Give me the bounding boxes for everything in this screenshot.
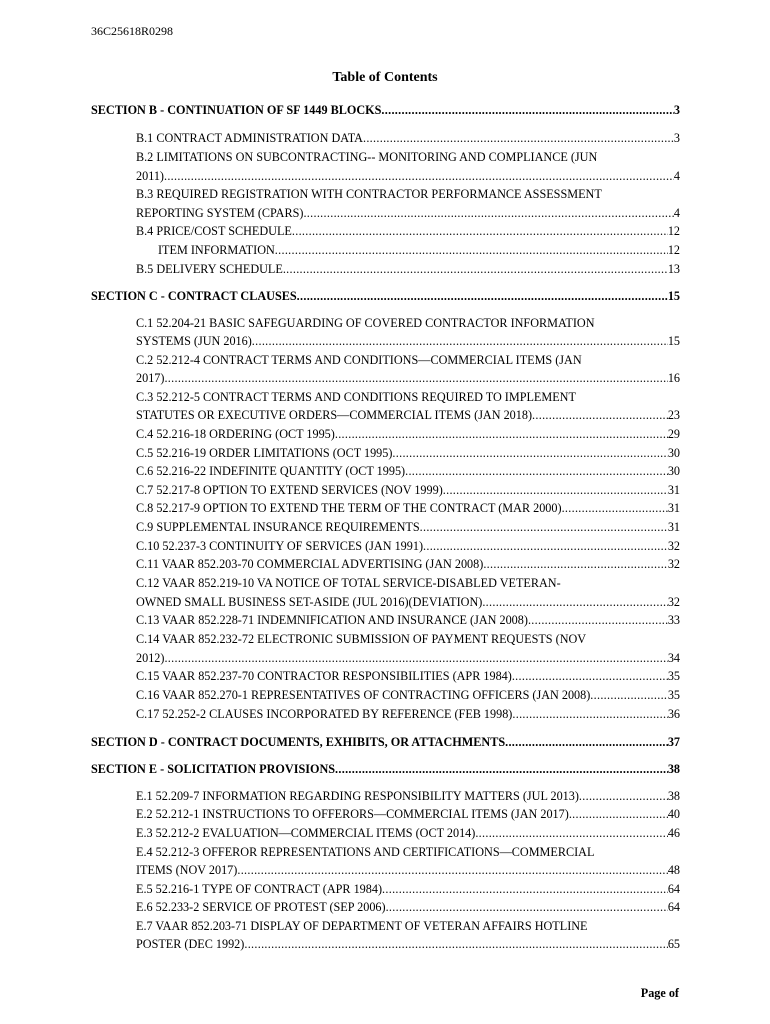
- toc-entry-text: C.15 VAAR 852.237-70 CONTRACTOR RESPONSIBILITIES (APR 1984): [136, 669, 512, 683]
- page-footer: Page of: [640, 986, 679, 1000]
- toc-entry: [136, 669, 680, 684]
- dot-leader: [164, 169, 674, 184]
- toc-page-number: 12: [667, 224, 680, 238]
- toc-page-number: 38: [667, 789, 680, 803]
- dot-leader: [335, 762, 668, 777]
- toc-entry: [136, 371, 680, 386]
- toc-entry-text: C.5 52.216-19 ORDER LIMITATIONS (OCT 1995): [136, 446, 393, 460]
- dot-leader: [386, 900, 668, 915]
- toc-page-number: 32: [667, 595, 680, 609]
- toc-entry-text: POSTER (DEC 1992): [136, 937, 245, 951]
- dot-leader: [532, 408, 668, 423]
- dot-leader: [475, 826, 667, 841]
- toc-page-number: 35: [667, 669, 680, 683]
- toc-page-number: 13: [667, 262, 680, 276]
- toc-entry-text: C.7 52.217-8 OPTION TO EXTEND SERVICES (NOV 1999): [136, 483, 443, 497]
- dot-leader: [244, 937, 667, 952]
- toc-entry: [136, 464, 680, 479]
- dot-leader: [297, 289, 668, 304]
- toc-page-number: 36: [667, 707, 680, 721]
- toc-page-number: 29: [667, 427, 680, 441]
- dot-leader: [512, 669, 668, 684]
- toc-entry: [136, 353, 582, 368]
- toc-page-number: 31: [667, 520, 680, 534]
- toc-entry: [136, 613, 680, 628]
- toc-entry-text: OWNED SMALL BUSINESS SET-ASIDE (JUL 2016)(DEVIATION): [136, 595, 483, 609]
- dot-leader: [283, 262, 668, 277]
- toc-entry-text: SECTION D - CONTRACT DOCUMENTS, EXHIBITS, OR ATTACHMENTS: [91, 735, 506, 749]
- toc-entry: [136, 262, 680, 277]
- dot-leader: [252, 334, 668, 349]
- toc-page-number: 31: [667, 501, 680, 515]
- toc-page-number: 48: [667, 863, 680, 877]
- toc-entry-text: C.17 52.252-2 CLAUSES INCORPORATED BY REFERENCE (FEB 1998): [136, 707, 513, 721]
- toc-entry-text: 2011): [136, 169, 164, 183]
- toc-entry: [136, 408, 680, 423]
- toc-page-number: 64: [667, 900, 680, 914]
- toc-entry: [136, 789, 680, 804]
- toc-page-number: 12: [667, 243, 680, 257]
- dot-leader: [335, 427, 668, 442]
- dot-leader: [381, 103, 674, 118]
- dot-leader: [562, 501, 668, 516]
- page-title: Table of Contents: [332, 70, 438, 85]
- dot-leader: [164, 371, 667, 386]
- toc-entry: [136, 863, 680, 878]
- toc-page-number: 4: [673, 169, 680, 183]
- toc-entry-text: E.3 52.212-2 EVALUATION—COMMERCIAL ITEMS (OCT 2014): [136, 826, 476, 840]
- toc-entry-text: SECTION E - SOLICITATION PROVISIONS: [91, 762, 336, 776]
- toc-entry: [136, 483, 680, 498]
- toc-entry: [136, 390, 576, 405]
- toc-entry-text: E.1 52.209-7 INFORMATION REGARDING RESPONSIBILITY MATTERS (JUL 2013): [136, 789, 579, 803]
- toc-entry: [136, 595, 680, 610]
- dot-leader: [363, 131, 674, 146]
- toc-entry-text: B.5 DELIVERY SCHEDULE: [136, 262, 283, 276]
- toc-entry: [136, 845, 594, 860]
- toc-page-number: 35: [667, 688, 680, 702]
- toc-page-number: 37: [667, 735, 680, 749]
- dot-leader: [590, 688, 668, 703]
- toc-entry: [136, 131, 680, 146]
- toc-entry-text: B.4 PRICE/COST SCHEDULE: [136, 224, 292, 238]
- dot-leader: [512, 707, 667, 722]
- toc-page-number: 64: [667, 882, 680, 896]
- dot-leader: [482, 595, 668, 610]
- toc-page-number: 3: [673, 103, 680, 117]
- toc-entry-text: C.6 52.216-22 INDEFINITE QUANTITY (OCT 1995): [136, 464, 406, 478]
- toc-page-number: 4: [673, 206, 680, 220]
- dot-leader: [237, 863, 667, 878]
- toc-entry: [136, 520, 680, 535]
- toc-page-number: 30: [667, 446, 680, 460]
- dot-leader: [275, 243, 668, 258]
- toc-section-heading: [91, 289, 680, 304]
- dot-leader: [405, 464, 668, 479]
- toc-entry-text: E.5 52.216-1 TYPE OF CONTRACT (APR 1984): [136, 882, 383, 896]
- toc-entry: [136, 224, 680, 239]
- toc-entry-text: B.1 CONTRACT ADMINISTRATION DATA: [136, 131, 363, 145]
- toc-page-number: 40: [667, 807, 680, 821]
- toc-entry-text: E.7 VAAR 852.203-71 DISPLAY OF DEPARTMENT OF VETERAN AFFAIRS HOTLINE: [136, 919, 588, 933]
- dot-leader: [382, 882, 668, 897]
- dot-leader: [392, 446, 667, 461]
- toc-entry-text: SECTION B - CONTINUATION OF SF 1449 BLOCKS: [91, 103, 382, 117]
- toc-entry: [136, 937, 680, 952]
- toc-entry: [136, 150, 597, 165]
- toc-page-number: 3: [673, 131, 680, 145]
- toc-entry: [136, 501, 680, 516]
- toc-entry: [136, 576, 561, 591]
- toc-page-number: 65: [667, 937, 680, 951]
- toc-entry: [136, 807, 680, 822]
- toc-entry: [136, 206, 680, 221]
- toc-entry: [136, 919, 588, 934]
- toc-entry: [136, 688, 680, 703]
- toc-section-heading: [91, 103, 680, 118]
- toc-entry: [136, 169, 680, 184]
- toc-entry: [136, 882, 680, 897]
- toc-entry-text: C.4 52.216-18 ORDERING (OCT 1995): [136, 427, 335, 441]
- toc-page-number: 16: [667, 371, 680, 385]
- toc-entry: [136, 334, 680, 349]
- toc-entry-text: REPORTING SYSTEM (CPARS): [136, 206, 304, 220]
- toc-entry: [136, 632, 586, 647]
- dot-leader: [528, 613, 668, 628]
- toc-entry-text: ITEM INFORMATION: [158, 243, 275, 257]
- toc-section-heading: [91, 735, 680, 750]
- toc-entry: [136, 651, 680, 666]
- toc-entry-text: C.16 VAAR 852.270-1 REPRESENTATIVES OF CONTRACTING OFFICERS (JAN 2008): [136, 688, 591, 702]
- dot-leader: [420, 520, 668, 535]
- dot-leader: [505, 735, 668, 750]
- toc-page-number: 32: [667, 539, 680, 553]
- toc-entry: [158, 243, 680, 258]
- toc-entry-text: E.4 52.212-3 OFFEROR REPRESENTATIONS AND CERTIFICATIONS—COMMERCIAL: [136, 845, 595, 859]
- toc-entry-text: C.10 52.237-3 CONTINUITY OF SERVICES (JAN 1991): [136, 539, 424, 553]
- dot-leader: [483, 557, 668, 572]
- toc-entry-text: C.14 VAAR 852.232-72 ELECTRONIC SUBMISSION OF PAYMENT REQUESTS (NOV: [136, 632, 587, 646]
- toc-entry: [136, 539, 680, 554]
- toc-entry: [136, 427, 680, 442]
- toc-entry-text: C.11 VAAR 852.203-70 COMMERCIAL ADVERTISING (JAN 2008): [136, 557, 484, 571]
- dot-leader: [579, 789, 668, 804]
- toc-entry: [136, 826, 680, 841]
- toc-entry-text: 2017): [136, 371, 165, 385]
- toc-entry-text: B.3 REQUIRED REGISTRATION WITH CONTRACTOR PERFORMANCE ASSESSMENT: [136, 187, 602, 201]
- toc-entry-text: SECTION C - CONTRACT CLAUSES: [91, 289, 297, 303]
- toc-entry-text: SYSTEMS (JUN 2016): [136, 334, 252, 348]
- toc-page-number: 32: [667, 557, 680, 571]
- toc-page-number: 23: [667, 408, 680, 422]
- toc-page-number: 15: [667, 289, 680, 303]
- toc-entry-text: C.8 52.217-9 OPTION TO EXTEND THE TERM OF THE CONTRACT (MAR 2000): [136, 501, 562, 515]
- toc-entry-text: B.2 LIMITATIONS ON SUBCONTRACTING-- MONITORING AND COMPLIANCE (JUN: [136, 150, 598, 164]
- toc-section-heading: [91, 762, 680, 777]
- dot-leader: [423, 539, 668, 554]
- dot-leader: [164, 651, 667, 666]
- toc-entry: [136, 557, 680, 572]
- toc-entry: [136, 316, 595, 331]
- toc-entry: [136, 900, 680, 915]
- toc-entry-text: C.9 SUPPLEMENTAL INSURANCE REQUIREMENTS: [136, 520, 420, 534]
- toc-entry-text: E.2 52.212-1 INSTRUCTIONS TO OFFERORS—COMMERCIAL ITEMS (JAN 2017): [136, 807, 569, 821]
- toc-entry-text: C.3 52.212-5 CONTRACT TERMS AND CONDITIONS REQUIRED TO IMPLEMENT: [136, 390, 576, 404]
- dot-leader: [569, 807, 668, 822]
- toc-page-number: 33: [667, 613, 680, 627]
- dot-leader: [292, 224, 668, 239]
- toc-page-number: 30: [667, 464, 680, 478]
- dot-leader: [443, 483, 668, 498]
- toc-entry-text: 2012): [136, 651, 165, 665]
- toc-entry-text: C.2 52.212-4 CONTRACT TERMS AND CONDITIONS—COMMERCIAL ITEMS (JAN: [136, 353, 582, 367]
- toc-page-number: 46: [667, 826, 680, 840]
- toc-entry: [136, 446, 680, 461]
- toc-entry-text: C.12 VAAR 852.219-10 VA NOTICE OF TOTAL SERVICE-DISABLED VETERAN-: [136, 576, 561, 590]
- toc-page-number: 31: [667, 483, 680, 497]
- dot-leader: [303, 206, 673, 221]
- toc-entry-text: ITEMS (NOV 2017): [136, 863, 238, 877]
- document-id: 36C25618R0298: [91, 24, 174, 38]
- toc-entry-text: STATUTES OR EXECUTIVE ORDERS—COMMERCIAL ITEMS (JAN 2018): [136, 408, 533, 422]
- toc-entry-text: C.13 VAAR 852.228-71 INDEMNIFICATION AND INSURANCE (JAN 2008): [136, 613, 528, 627]
- toc-page-number: 38: [667, 762, 680, 776]
- toc-entry: [136, 707, 680, 722]
- toc-entry-text: E.6 52.233-2 SERVICE OF PROTEST (SEP 2006): [136, 900, 386, 914]
- toc-page-number: 34: [667, 651, 680, 665]
- toc-page-number: 15: [667, 334, 680, 348]
- toc-entry-text: C.1 52.204-21 BASIC SAFEGUARDING OF COVERED CONTRACTOR INFORMATION: [136, 316, 595, 330]
- toc-entry: [136, 187, 602, 202]
